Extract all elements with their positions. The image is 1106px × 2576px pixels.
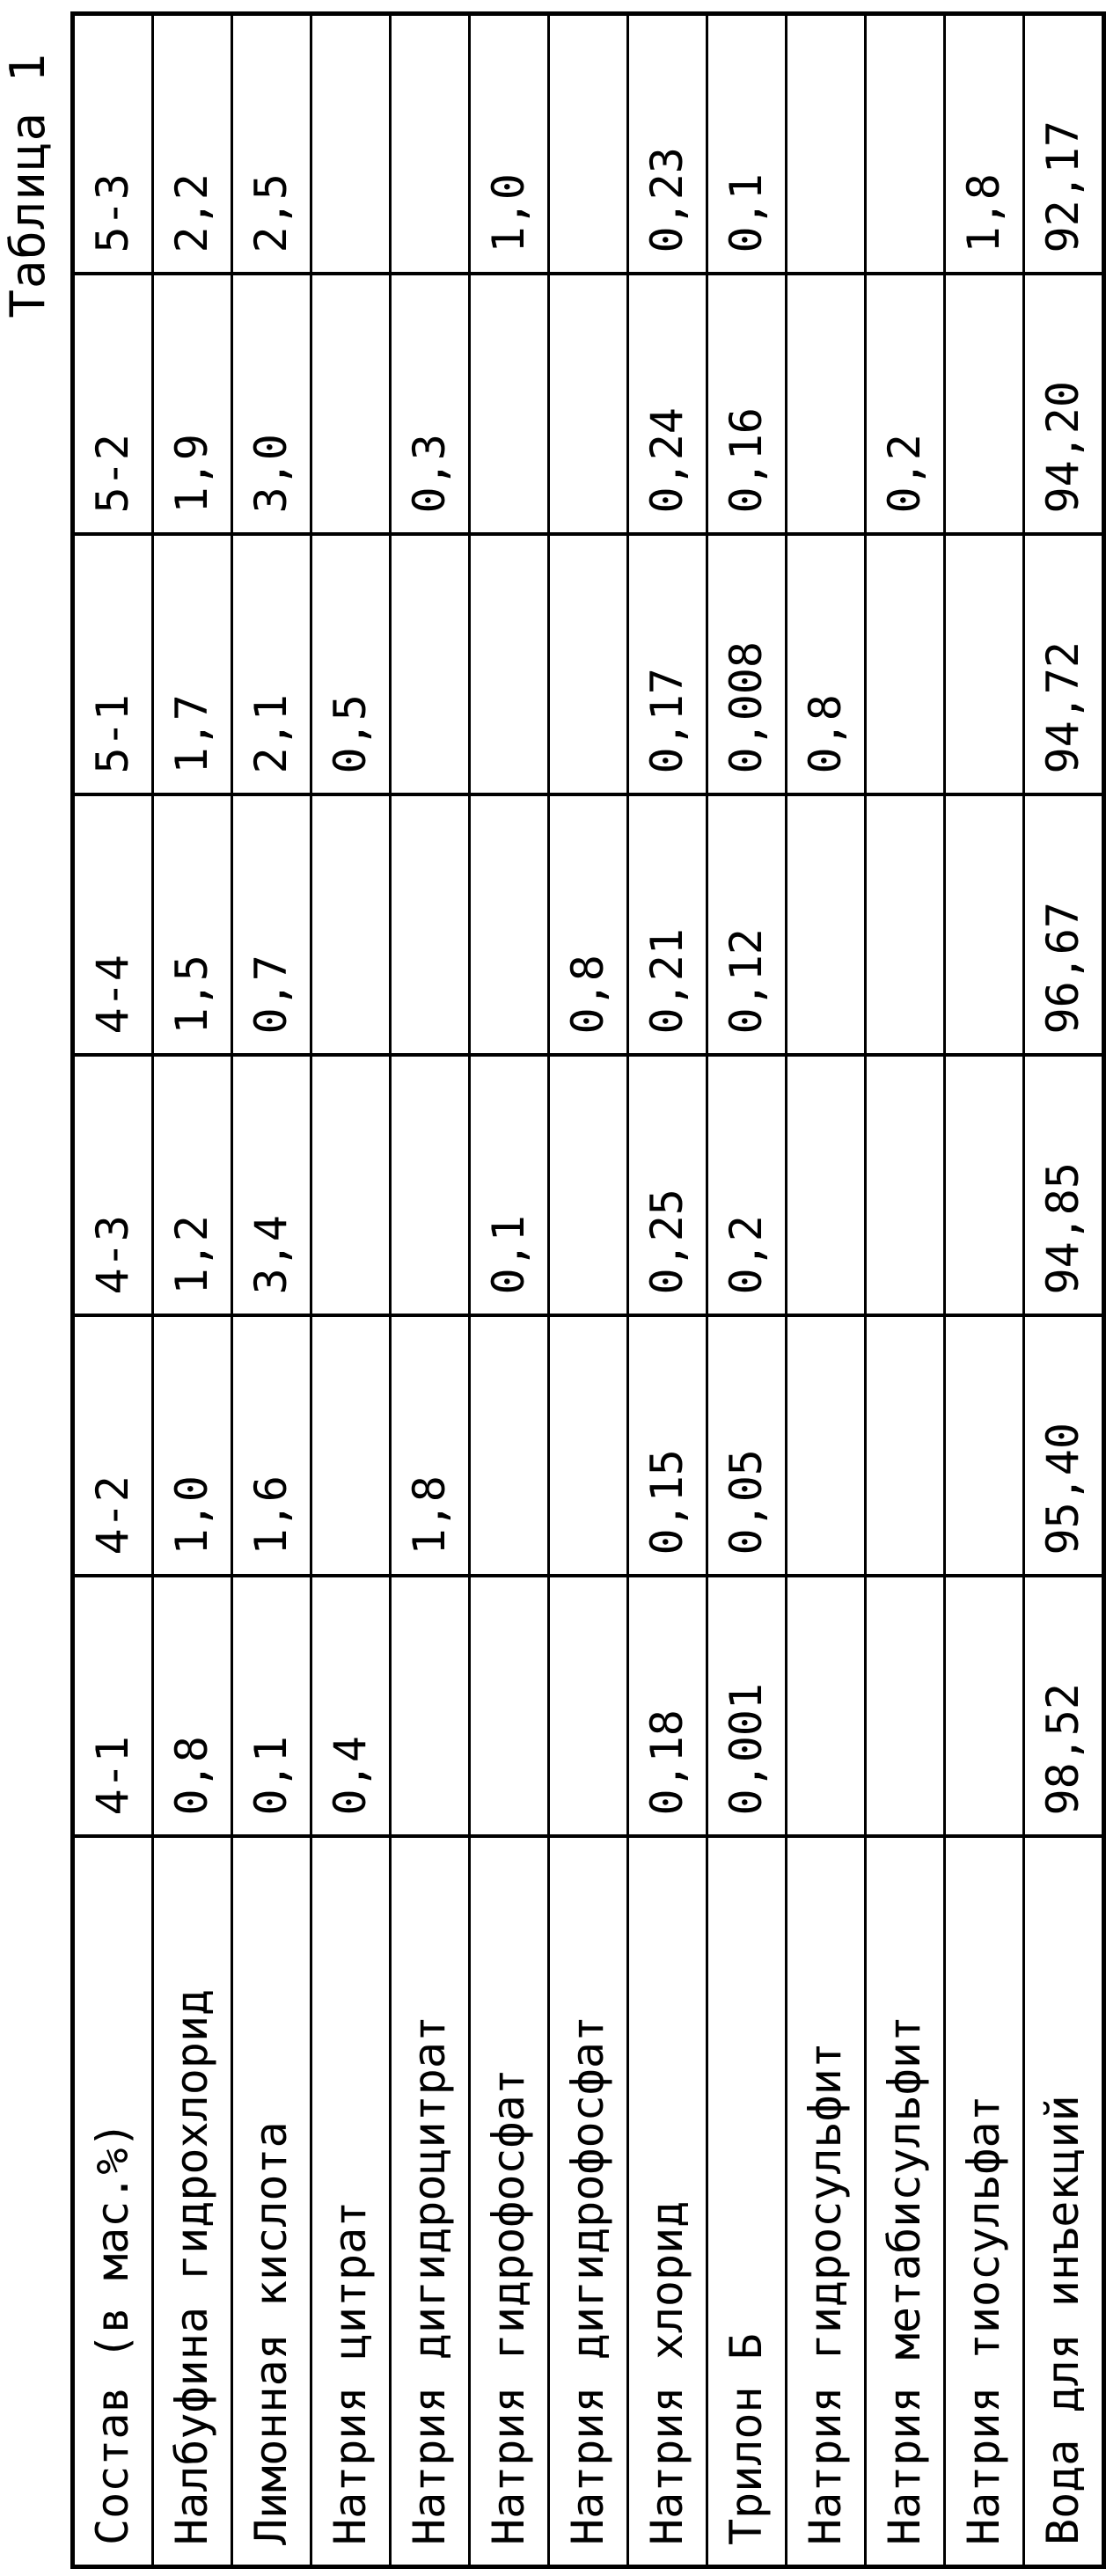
value-cell: 0,7 bbox=[232, 795, 311, 1056]
value-cell: 1,9 bbox=[153, 274, 232, 535]
value-cell bbox=[549, 274, 628, 535]
column-header-cell: 4-2 bbox=[73, 1316, 153, 1577]
value-cell: 0,17 bbox=[628, 535, 707, 795]
value-cell bbox=[549, 1316, 628, 1577]
value-cell bbox=[311, 1056, 391, 1316]
value-cell bbox=[866, 795, 945, 1056]
value-cell: 1,0 bbox=[470, 14, 549, 274]
value-cell bbox=[470, 274, 549, 535]
table-row bbox=[1024, 14, 1104, 2567]
value-cell: 1,5 bbox=[153, 795, 232, 1056]
value-cell: 0,16 bbox=[707, 274, 787, 535]
value-cell bbox=[945, 1316, 1024, 1577]
value-cell bbox=[311, 795, 391, 1056]
value-cell bbox=[866, 1056, 945, 1316]
value-cell bbox=[391, 1577, 470, 1837]
value-cell bbox=[391, 535, 470, 795]
value-cell bbox=[549, 535, 628, 795]
value-cell bbox=[945, 535, 1024, 795]
value-cell bbox=[945, 795, 1024, 1056]
value-cell bbox=[945, 274, 1024, 535]
value-cell bbox=[470, 1577, 549, 1837]
table-row bbox=[232, 14, 311, 2567]
row-label-cell: Натрия цитрат bbox=[311, 1837, 391, 2567]
value-cell bbox=[866, 1316, 945, 1577]
table-row bbox=[787, 14, 866, 2567]
value-cell: 0,001 bbox=[707, 1577, 787, 1837]
value-cell: 94,72 bbox=[1024, 535, 1104, 795]
value-cell bbox=[945, 1577, 1024, 1837]
value-cell bbox=[391, 795, 470, 1056]
value-cell: 3,0 bbox=[232, 274, 311, 535]
value-cell: 1,0 bbox=[153, 1316, 232, 1577]
value-cell: 0,1 bbox=[707, 14, 787, 274]
row-label-cell: Натрия хлорид bbox=[628, 1837, 707, 2567]
value-cell: 1,8 bbox=[391, 1316, 470, 1577]
value-cell bbox=[391, 1056, 470, 1316]
table-row bbox=[391, 14, 470, 2567]
row-label-cell: Трилон Б bbox=[707, 1837, 787, 2567]
value-cell: 98,52 bbox=[1024, 1577, 1104, 1837]
value-cell: 0,15 bbox=[628, 1316, 707, 1577]
value-cell: 0,2 bbox=[866, 274, 945, 535]
value-cell bbox=[549, 1056, 628, 1316]
value-cell: 0,2 bbox=[707, 1056, 787, 1316]
value-cell: 92,17 bbox=[1024, 14, 1104, 274]
value-cell bbox=[311, 14, 391, 274]
table-title: Таблица 1 bbox=[0, 53, 55, 318]
row-label-cell: Натрия тиосульфат bbox=[945, 1837, 1024, 2567]
table-row bbox=[628, 14, 707, 2567]
value-cell: 0,8 bbox=[549, 795, 628, 1056]
column-header-cell: 4-3 bbox=[73, 1056, 153, 1316]
header-label-cell: Состав (в мас.%) bbox=[73, 1837, 153, 2567]
value-cell bbox=[866, 1577, 945, 1837]
value-cell: 94,20 bbox=[1024, 274, 1104, 535]
value-cell bbox=[787, 795, 866, 1056]
value-cell: 0,18 bbox=[628, 1577, 707, 1837]
row-label-cell: Натрия метабисульфит bbox=[866, 1837, 945, 2567]
column-header-cell: 4-4 bbox=[73, 795, 153, 1056]
value-cell: 94,85 bbox=[1024, 1056, 1104, 1316]
column-header-cell: 5-1 bbox=[73, 535, 153, 795]
value-cell: 0,8 bbox=[787, 535, 866, 795]
column-header-cell: 4-1 bbox=[73, 1577, 153, 1837]
row-label-cell: Натрия дигидрофосфат bbox=[549, 1837, 628, 2567]
table-row bbox=[470, 14, 549, 2567]
table-row bbox=[866, 14, 945, 2567]
value-cell: 0,3 bbox=[391, 274, 470, 535]
row-label-cell: Вода для инъекций bbox=[1024, 1837, 1104, 2567]
value-cell: 95,40 bbox=[1024, 1316, 1104, 1577]
value-cell: 0,4 bbox=[311, 1577, 391, 1837]
table-row bbox=[153, 14, 232, 2567]
value-cell bbox=[311, 1316, 391, 1577]
row-label-cell: Натрия гидрофосфат bbox=[470, 1837, 549, 2567]
row-label-cell: Натрия дигидроцитрат bbox=[391, 1837, 470, 2567]
table-body bbox=[73, 14, 1104, 2567]
value-cell bbox=[945, 1056, 1024, 1316]
table-row bbox=[311, 14, 391, 2567]
column-header-cell: 5-2 bbox=[73, 274, 153, 535]
value-cell bbox=[787, 1316, 866, 1577]
value-cell bbox=[470, 1316, 549, 1577]
value-cell bbox=[470, 535, 549, 795]
value-cell: 0,1 bbox=[470, 1056, 549, 1316]
value-cell: 0,008 bbox=[707, 535, 787, 795]
value-cell: 0,8 bbox=[153, 1577, 232, 1837]
value-cell: 0,23 bbox=[628, 14, 707, 274]
value-cell bbox=[787, 1056, 866, 1316]
value-cell bbox=[391, 14, 470, 274]
value-cell: 0,12 bbox=[707, 795, 787, 1056]
value-cell bbox=[866, 14, 945, 274]
value-cell bbox=[866, 535, 945, 795]
value-cell: 96,67 bbox=[1024, 795, 1104, 1056]
value-cell: 0,25 bbox=[628, 1056, 707, 1316]
row-label-cell: Лимонная кислота bbox=[232, 1837, 311, 2567]
value-cell bbox=[787, 1577, 866, 1837]
table-row bbox=[549, 14, 628, 2567]
value-cell bbox=[549, 14, 628, 274]
value-cell bbox=[470, 795, 549, 1056]
value-cell bbox=[787, 274, 866, 535]
row-label-cell: Натрия гидросульфит bbox=[787, 1837, 866, 2567]
table-row bbox=[707, 14, 787, 2567]
composition-table bbox=[70, 11, 1106, 2569]
row-label-cell: Налбуфина гидрохлорид bbox=[153, 1837, 232, 2567]
value-cell: 2,2 bbox=[153, 14, 232, 274]
value-cell: 0,5 bbox=[311, 535, 391, 795]
value-cell: 0,24 bbox=[628, 274, 707, 535]
value-cell: 0,05 bbox=[707, 1316, 787, 1577]
value-cell: 3,4 bbox=[232, 1056, 311, 1316]
table-row bbox=[945, 14, 1024, 2567]
value-cell: 1,2 bbox=[153, 1056, 232, 1316]
value-cell bbox=[311, 274, 391, 535]
column-header-cell: 5-3 bbox=[73, 14, 153, 274]
value-cell: 1,8 bbox=[945, 14, 1024, 274]
value-cell: 2,5 bbox=[232, 14, 311, 274]
header-row bbox=[73, 14, 153, 2567]
value-cell bbox=[787, 14, 866, 274]
value-cell bbox=[549, 1577, 628, 1837]
value-cell: 2,1 bbox=[232, 535, 311, 795]
value-cell: 0,1 bbox=[232, 1577, 311, 1837]
value-cell: 0,21 bbox=[628, 795, 707, 1056]
value-cell: 1,7 bbox=[153, 535, 232, 795]
value-cell: 1,6 bbox=[232, 1316, 311, 1577]
